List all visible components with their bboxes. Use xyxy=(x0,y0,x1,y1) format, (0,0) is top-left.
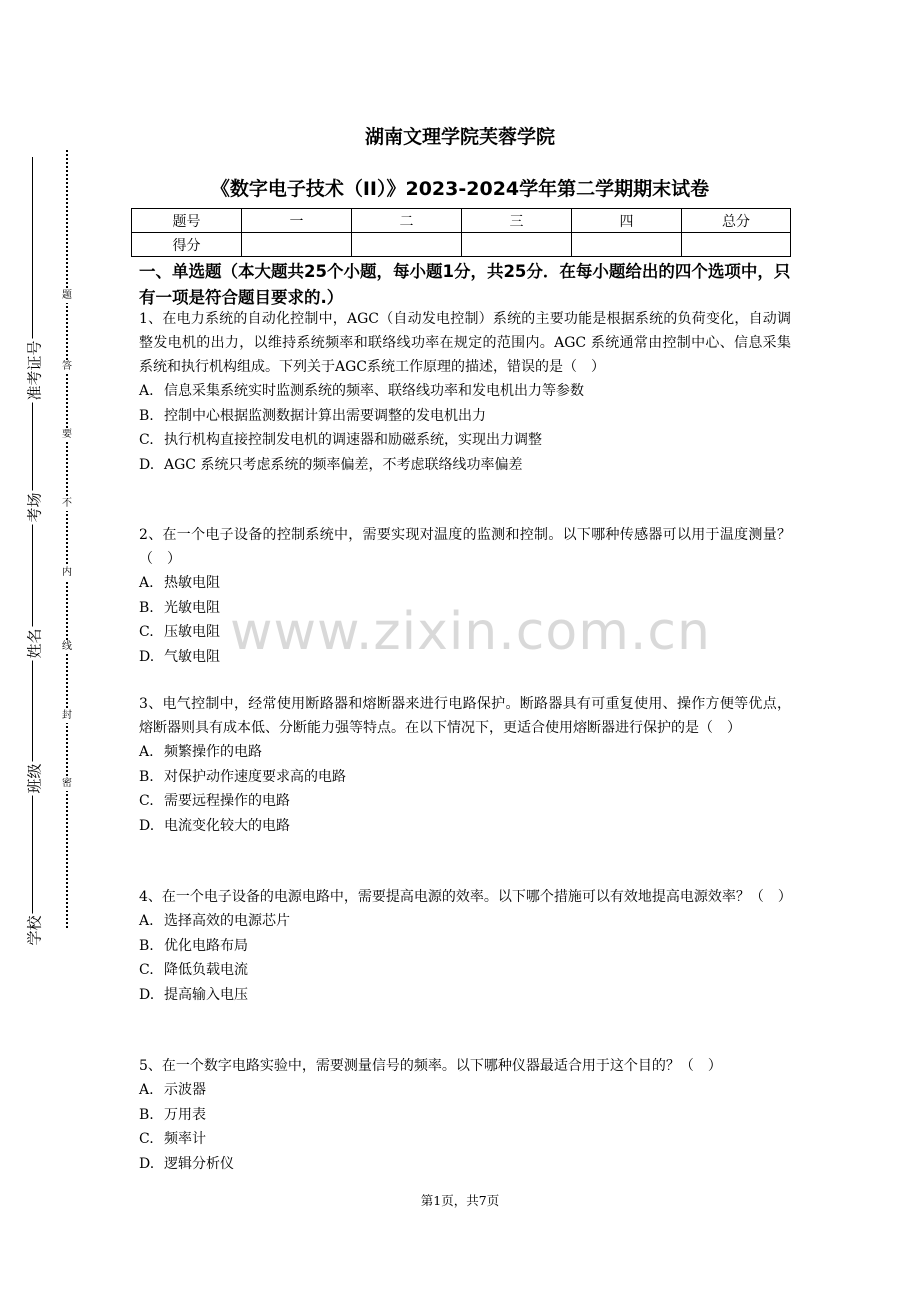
option-a[interactable] xyxy=(139,379,791,404)
seal-char-mi: 密 xyxy=(62,778,72,789)
option-key: A. xyxy=(139,913,154,929)
field-class: 班级 xyxy=(25,763,44,794)
option-a[interactable] xyxy=(139,909,791,934)
field-school: 学校 xyxy=(25,915,44,946)
page-footer: 第1页，共7页 xyxy=(420,1193,500,1208)
seal-char-yao: 要 xyxy=(62,429,72,440)
option-c[interactable] xyxy=(139,1127,791,1152)
question-stem: 3、电气控制中，经常使用断路器和熔断器来进行电路保护。断路器具有可重复使用、操作方便等优点，熔断器则具有成本低、分断能力强等特点。在以下情况下，更适合使用熔断器进行保护的是（ ） xyxy=(139,696,791,736)
option-key: B. xyxy=(139,407,154,424)
option-key: C. xyxy=(139,432,154,448)
field-name: 姓名 xyxy=(25,628,44,659)
score-table-col-4: 四 xyxy=(572,209,682,233)
seal-char-feng: 封 xyxy=(62,710,72,721)
score-table-col-2: 二 xyxy=(352,209,462,233)
option-text: 光敏电阻 xyxy=(164,599,220,616)
option-key: B. xyxy=(139,1106,154,1123)
option-text: 热敏电阻 xyxy=(164,575,220,591)
score-table-col-3: 三 xyxy=(462,209,572,233)
score-cell[interactable] xyxy=(682,233,791,257)
seal-char-da: 答 xyxy=(62,361,72,372)
option-b[interactable] xyxy=(139,404,791,429)
option-key: C. xyxy=(139,793,154,809)
option-text: 降低负载电流 xyxy=(164,962,248,978)
option-text: 频率计 xyxy=(164,1131,206,1147)
option-key: D. xyxy=(139,1155,155,1172)
question-3 xyxy=(139,692,791,838)
exam-title: 《数字电子技术（II）》2023-2024学年第二学期期末试卷 xyxy=(210,178,710,200)
option-a[interactable] xyxy=(139,1078,791,1103)
score-cell[interactable] xyxy=(572,233,682,257)
seal-char-ti: 题 xyxy=(62,290,72,301)
option-text: 执行机构直接控制发电机的调速器和励磁系统，实现出力调整 xyxy=(164,432,542,448)
score-table-header-row xyxy=(132,209,791,233)
option-text: AGC 系统只考虑系统的频率偏差，不考虑联络线功率偏差 xyxy=(164,456,523,473)
option-c[interactable] xyxy=(139,620,791,645)
seal-char-nei: 内 xyxy=(62,567,72,578)
option-text: 控制中心根据监测数据计算出需要调整的发电机出力 xyxy=(164,407,486,424)
score-table-label-question: 题号 xyxy=(132,209,242,233)
score-table xyxy=(131,208,791,257)
option-text: 需要远程操作的电路 xyxy=(164,793,290,809)
option-d[interactable] xyxy=(139,983,791,1008)
binding-solid-line xyxy=(32,157,33,927)
score-table-score-row xyxy=(132,233,791,257)
option-key: C. xyxy=(139,962,154,978)
option-text: 选择高效的电源芯片 xyxy=(164,913,290,929)
option-key: C. xyxy=(139,624,154,640)
option-text: 电流变化较大的电路 xyxy=(164,817,290,834)
option-b[interactable] xyxy=(139,765,791,790)
option-c[interactable] xyxy=(139,428,791,453)
score-table-col-total: 总分 xyxy=(682,209,791,233)
seal-char-xian: 线 xyxy=(62,641,72,652)
option-text: 优化电路布局 xyxy=(164,937,248,954)
option-key: B. xyxy=(139,768,154,785)
option-b[interactable] xyxy=(139,934,791,959)
question-stem: 2、在一个电子设备的控制系统中，需要实现对温度的监测和控制。以下哪种传感器可以用于温度测量？（ ） xyxy=(139,527,791,567)
seal-char-bu: 不 xyxy=(62,498,72,509)
question-1 xyxy=(139,307,791,477)
option-key: D. xyxy=(139,456,155,473)
score-cell[interactable] xyxy=(242,233,352,257)
option-text: 频繁操作的电路 xyxy=(164,744,262,760)
option-a[interactable] xyxy=(139,740,791,765)
option-text: 示波器 xyxy=(164,1082,206,1098)
question-4 xyxy=(139,885,791,1007)
option-key: A. xyxy=(139,744,154,760)
option-key: A. xyxy=(139,383,154,399)
score-table-label-score: 得分 xyxy=(132,233,242,257)
option-d[interactable] xyxy=(139,1152,791,1177)
question-5 xyxy=(139,1054,791,1176)
option-key: B. xyxy=(139,599,154,616)
option-text: 对保护动作速度要求高的电路 xyxy=(164,768,346,785)
option-text: 提高输入电压 xyxy=(164,986,248,1003)
option-d[interactable] xyxy=(139,453,791,478)
option-key: A. xyxy=(139,575,154,591)
option-key: D. xyxy=(139,986,155,1003)
question-stem: 1、在电力系统的自动化控制中，AGC（自动发电控制）系统的主要功能是根据系统的负荷变化，自动调整发电机的出力，以维持系统频率和联络线功率在规定的范围内。AGC 系统通常由控制中心、信息采集系统和执行机构组成。下列关于AGC系统工作原理的描述，错误的是（ ） xyxy=(139,311,791,375)
option-text: 信息采集系统实时监测系统的频率、联络线功率和发电机出力等参数 xyxy=(164,383,584,399)
option-d[interactable] xyxy=(139,645,791,670)
watermark: www.zixin.com.cn xyxy=(230,602,711,662)
option-text: 气敏电阻 xyxy=(164,648,220,665)
question-2 xyxy=(139,523,791,669)
option-text: 万用表 xyxy=(164,1106,206,1123)
question-stem: 4、在一个电子设备的电源电路中，需要提高电源的效率。以下哪个措施可以有效地提高电源效率？（ ） xyxy=(139,889,792,905)
school-title: 湖南文理学院芙蓉学院 xyxy=(364,126,555,148)
option-c[interactable] xyxy=(139,789,791,814)
option-text: 压敏电阻 xyxy=(164,624,220,640)
option-key: D. xyxy=(139,817,155,834)
field-exam-room: 考场 xyxy=(25,492,44,523)
field-exam-number: 准考证号 xyxy=(25,340,44,401)
option-b[interactable] xyxy=(139,1103,791,1128)
option-b[interactable] xyxy=(139,596,791,621)
option-d[interactable] xyxy=(139,814,791,839)
option-c[interactable] xyxy=(139,958,791,983)
score-cell[interactable] xyxy=(352,233,462,257)
score-table-col-1: 一 xyxy=(242,209,352,233)
section-heading: 一、单选题（本大题共25个小题，每小题1分，共25分．在每小题给出的四个选项中，只有一项是符合题目要求的.） xyxy=(139,262,791,307)
option-text: 逻辑分析仪 xyxy=(164,1155,234,1172)
question-stem: 5、在一个数字电路实验中，需要测量信号的频率。以下哪种仪器最适合用于这个目的？（ ） xyxy=(139,1058,722,1074)
option-key: A. xyxy=(139,1082,154,1098)
score-cell[interactable] xyxy=(462,233,572,257)
option-key: C. xyxy=(139,1131,154,1147)
option-a[interactable] xyxy=(139,571,791,596)
seal-dotted-line xyxy=(66,150,68,928)
option-key: D. xyxy=(139,648,155,665)
option-key: B. xyxy=(139,937,154,954)
